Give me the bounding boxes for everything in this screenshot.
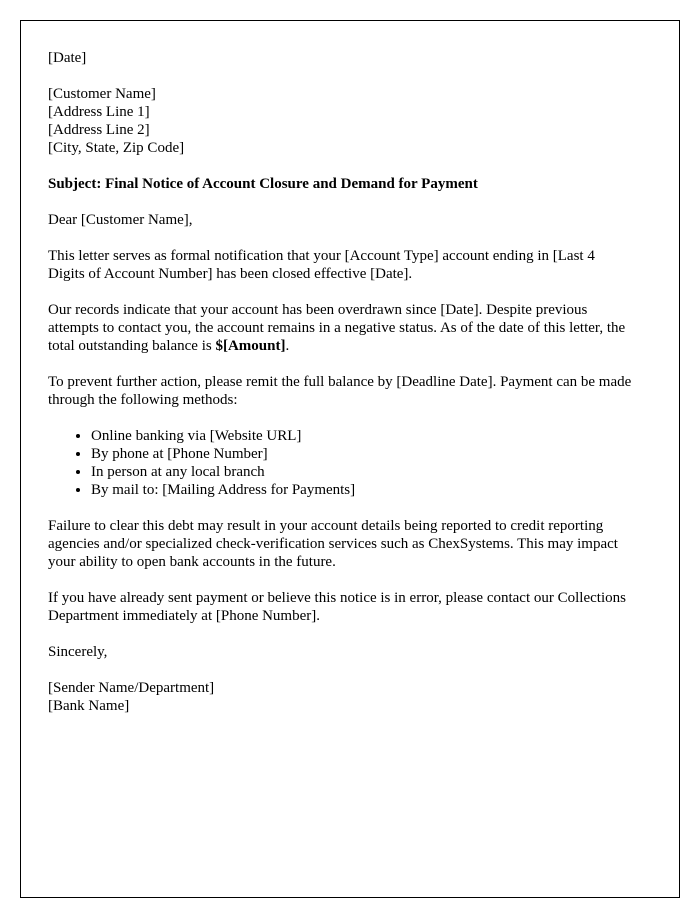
signature-block [48, 679, 633, 715]
payment-method-in-person: • In person at any local branch [91, 463, 633, 481]
recipient-address-line-2: [Address Line 2] [48, 122, 150, 138]
recipient-address-block [48, 85, 633, 157]
payment-method-online: • Online banking via [Website URL] [91, 427, 633, 445]
salutation: Dear [Customer Name], [48, 212, 193, 228]
paragraph-remit: To prevent further action, please remit the full balance by [Deadline Date]. Payment can be made through the following methods: [48, 374, 632, 408]
paragraph-failure-warning: Failure to clear this debt may result in your account details being reported to credit reporting agencies and/or specialized check-verification services such as ChexSystems. This may impact your ability to open bank accounts in the future. [48, 518, 618, 570]
recipient-name: [Customer Name] [48, 86, 156, 102]
paragraph-notification: This letter serves as formal notification that your [Account Type] account ending in [Last 4 Digits of Account Number] has been closed effective [Date]. [48, 248, 595, 282]
payment-method-mail: • By mail to: [Mailing Address for Payments] [91, 481, 633, 499]
paragraph-contact: If you have already sent payment or believe this notice is in error, please contact our Collections Department immediately at [Phone Number]. [48, 590, 626, 624]
date-line: [Date] [48, 50, 87, 66]
closing: Sincerely, [48, 644, 108, 660]
paragraph-overdrawn-period: . [285, 338, 290, 354]
subject-line: Subject: Final Notice of Account Closure and Demand for Payment [48, 176, 478, 192]
signature-sender: [Sender Name/Department] [48, 680, 215, 696]
payment-methods-list [48, 427, 633, 499]
paragraph-overdrawn-text: Our records indicate that your account has been overdrawn since [Date]. Despite previous attempts to contact you, the account remains in a negative status. As of the date of this letter, the total outstanding balance is [48, 302, 626, 354]
payment-method-phone: • By phone at [Phone Number] [91, 445, 633, 463]
letter-page [20, 20, 680, 898]
signature-bank-name: [Bank Name] [48, 698, 130, 714]
outstanding-balance-amount: $[Amount] [215, 338, 286, 354]
paragraph-overdrawn [48, 301, 633, 355]
recipient-city-state-zip: [City, State, Zip Code] [48, 140, 185, 156]
recipient-address-line-1: [Address Line 1] [48, 104, 150, 120]
